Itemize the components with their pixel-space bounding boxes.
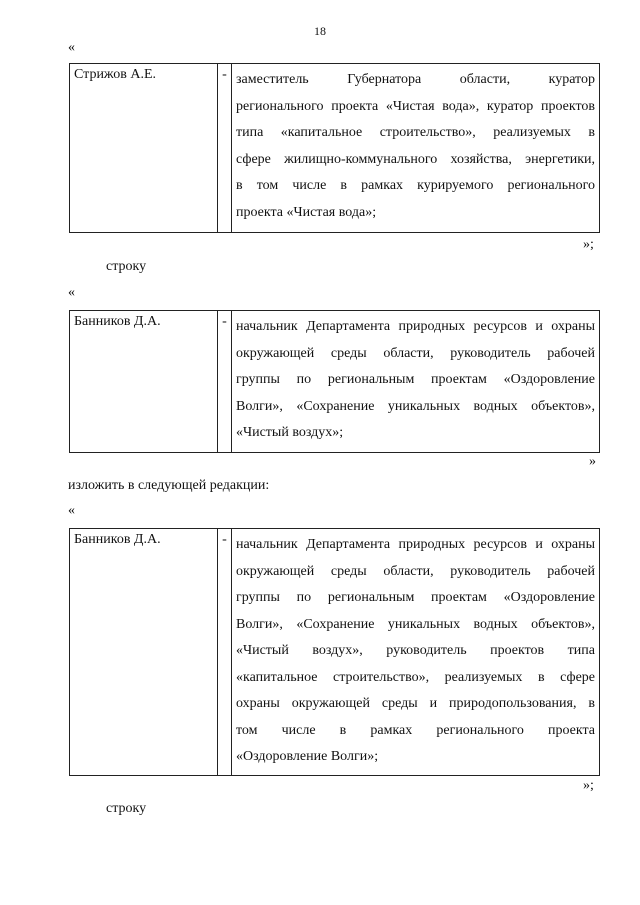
- description-line: Волги», «Сохранение уникальных водных объектов»,: [236, 398, 595, 414]
- position-description: [232, 529, 600, 776]
- description-line: начальник Департамента природных ресурсов и охраны: [236, 537, 595, 552]
- description-line: «Чистый воздух», руководитель проектов типа: [236, 643, 595, 658]
- instruction-text: строку: [106, 801, 147, 816]
- description-line: «капитальное строительство», реализуемых в сфере: [236, 669, 595, 685]
- description-line: окружающей среды области, руководитель рабочей: [236, 563, 595, 579]
- instruction-text: изложить в следующей редакции:: [68, 478, 270, 493]
- position-description: [232, 311, 600, 453]
- dash-separator: -: [218, 64, 232, 233]
- entry-table-bannikov-old: [69, 310, 600, 453]
- person-name: Банников Д.А.: [70, 311, 218, 453]
- description-line: группы по региональным проектам «Оздоровление: [236, 372, 595, 387]
- description-line: заместитель Губернатора области, куратор: [236, 72, 595, 87]
- instruction-text: строку: [106, 259, 147, 274]
- entry-table-strizhov: [69, 63, 600, 233]
- opening-quote: «: [68, 503, 75, 518]
- description-line: охраны окружающей среды и природопользования, в: [236, 696, 595, 711]
- opening-quote: «: [68, 40, 75, 55]
- description-line: группы по региональным проектам «Оздоровление: [236, 590, 595, 605]
- person-name: Стрижов А.Е.: [70, 64, 218, 233]
- description-line: Волги», «Сохранение уникальных водных объектов»,: [236, 616, 595, 632]
- description-line: регионального проекта «Чистая вода», куратор проектов: [236, 98, 595, 114]
- description-line: «Чистый воздух»;: [236, 425, 344, 440]
- description-line: в том числе в рамках курируемого регионального: [236, 178, 595, 193]
- description-line: типа «капитальное строительство», реализуемых в: [236, 125, 595, 140]
- description-line: том числе в рамках регионального проекта: [236, 722, 595, 738]
- description-line: начальник Департамента природных ресурсов и охраны: [236, 319, 595, 334]
- description-line: «Оздоровление Волги»;: [236, 749, 379, 764]
- position-description: [232, 64, 600, 233]
- dash-separator: -: [218, 311, 232, 453]
- dash-separator: -: [218, 529, 232, 776]
- description-line: окружающей среды области, руководитель рабочей: [236, 345, 595, 361]
- closing-quote: »;: [583, 237, 594, 252]
- closing-quote: »;: [583, 778, 594, 793]
- closing-quote: »: [589, 454, 596, 469]
- entry-table-bannikov-new: [69, 528, 600, 776]
- description-line: проекта «Чистая вода»;: [236, 204, 377, 220]
- opening-quote: «: [68, 285, 75, 300]
- person-name: Банников Д.А.: [70, 529, 218, 776]
- description-line: сфере жилищно-коммунального хозяйства, энергетики,: [236, 151, 595, 167]
- page-number: 18: [314, 24, 326, 38]
